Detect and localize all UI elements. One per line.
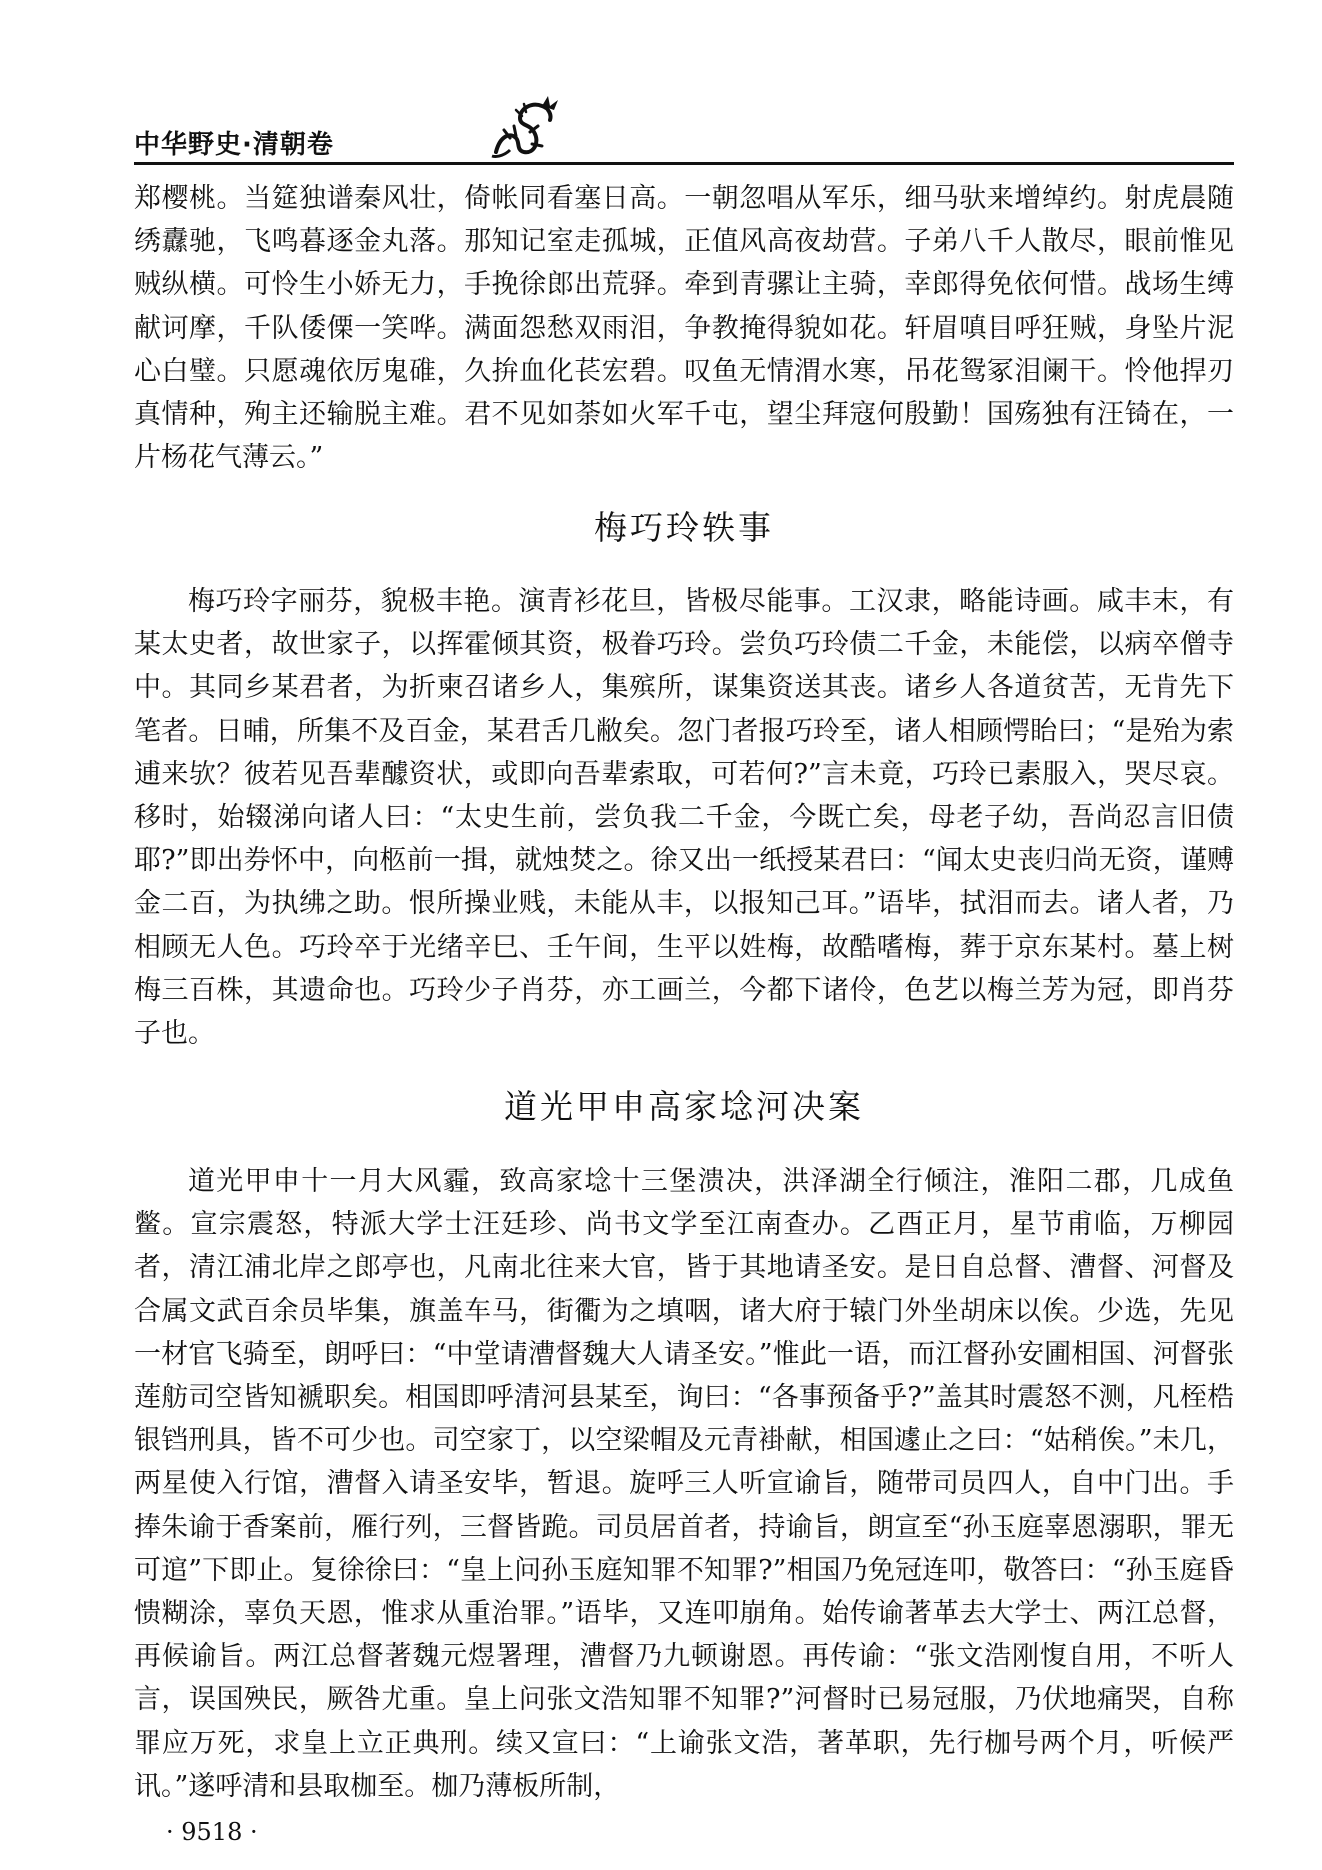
section-heading-mei-qiaoling: 梅巧玲轶事 (594, 508, 774, 547)
intro-paragraph: 郑樱桃。当筵独谱秦风壮，倚帐同看塞日高。一朝忽唱从军乐，细马驮来增绰约。射虎晨随绣纛驰，飞鸣暮逐金丸落。那知记室走孤城，正值风高夜劫营。子弟八千人散尽，眼前惟见贼纵横。可怜生小娇无力，手挽徐郎出荒驿。牵到青骡让主骑，幸郎得免依何惜。战场生缚献诃摩，千队倭傈一笑哗。满面怨愁双雨泪，争教掩得貌如花。轩眉嗔目呼狂贼，身坠片泥心白璧。只愿魂依厉鬼碓，久拚血化苌宏碧。叹鱼无情渭水寒，吊花鸳冢泪阑干。怜他捍刃真情种，殉主还输脱主难。君不见如荼如火军千屯，望尘拜寇何殷勤！国殇独有汪锜在，一片杨花气薄云。” (134, 183, 1234, 474)
section-heading-daoguang: 道光甲申高家埝河决案 (504, 1087, 864, 1126)
section-paragraph-mei-qiaoling: 梅巧玲字丽芬，貌极丰艳。演青衫花旦，皆极尽能事。工汉隶，略能诗画。咸丰末，有某太史者，故世家子，以挥霍倾其资，极眷巧玲。尝负巧玲债二千金，未能偿，以病卒僧寺中。其同乡某君者，为折柬召诸乡人，集殡所，谋集资送其丧。诸乡人各道贫苦，无肯先下笔者。日晡，所集不及百金，某君舌几敝矣。忽门者报巧玲至，诸人相顾愕眙曰；“是殆为索逋来欤？彼若见吾辈醵资状，或即向吾辈索取，可若何?”言未竟，巧玲已素服入，哭尽哀。移时，始辍涕向诸人曰：“太史生前，尝负我二千金，今既亡矣，母老子幼，吾尚忍言旧债耶?”即出券怀中，向柩前一揖，就烛焚之。徐又出一纸授某君曰：“闻太史丧归尚无资，谨赙金二百，为执绋之助。恨所操业贱，未能从丰，以报知己耳。”语毕，拭泪而去。诸人者，乃相顾无人色。巧玲卒于光绪辛巳、壬午间，生平以姓梅，故酷嗜梅，葬于京东某村。墓上树梅三百株，其遗命也。巧玲少子肖芬，亦工画兰，今都下诸伶，色艺以梅兰芳为冠，即肖芬子也。 (134, 586, 1234, 1050)
section-paragraph-daoguang: 道光甲申十一月大风霾，致高家埝十三堡溃决，洪泽湖全行倾注，淮阳二郡，几成鱼鳖。宣宗震怒，特派大学士汪廷珍、尚书文学至江南查办。乙酉正月，星节甫临，万柳园者，清江浦北岸之郎亭也，凡南北往来大官，皆于其地请圣安。是日自总督、漕督、河督及合属文武百余员毕集，旗盖车马，街衢为之填咽，诸大府于辕门外坐胡床以俟。少选，先见一材官飞骑至，朗呼曰：“中堂请漕督魏大人请圣安。”惟此一语，而江督孙安圃相国、河督张莲舫司空皆知褫职矣。相国即呼清河县某至，询曰：“各事预备乎?”盖其时震怒不测，凡桎梏银铛刑具，皆不可少也。司空家丁，以空梁帽及元青褂献，相国遽止之曰：“姑稍俟。”未几，两星使入行馆，漕督入请圣安毕，暂退。旋呼三人听宣谕旨，随带司员四人，自中门出。手捧朱谕于香案前，雁行列，三督皆跪。司员居首者，持谕旨，朗宣至“孙玉庭辜恩溺职，罪无可逭”下即止。复徐徐曰：“皇上问孙玉庭知罪不知罪?”相国乃免冠连叩，敬答曰：“孙玉庭昏愦糊涂，辜负天恩，惟求从重治罪。”语毕，又连叩崩角。始传谕著革去大学士、两江总督，再候谕旨。两江总督著魏元煜署理，漕督乃九顿谢恩。再传谕：“张文浩刚愎自用，不听人言，误国殃民，厥咎尤重。皇上问张文浩知罪不知罪?”河督时已易冠服，乃伏地痛哭，自称罪应万死，求皇上立正典刑。续又宣曰：“上谕张文浩，著革职，先行枷号两个月，听候严讯。”遂呼清和县取枷至。枷乃薄板所制， (134, 1166, 1234, 1802)
page-number: · 9518 · (166, 1818, 258, 1846)
dragon-icon (486, 92, 566, 164)
header-rule (134, 162, 1234, 165)
book-title: 中华野史·清朝卷 (134, 130, 334, 160)
page-header (134, 92, 1234, 172)
